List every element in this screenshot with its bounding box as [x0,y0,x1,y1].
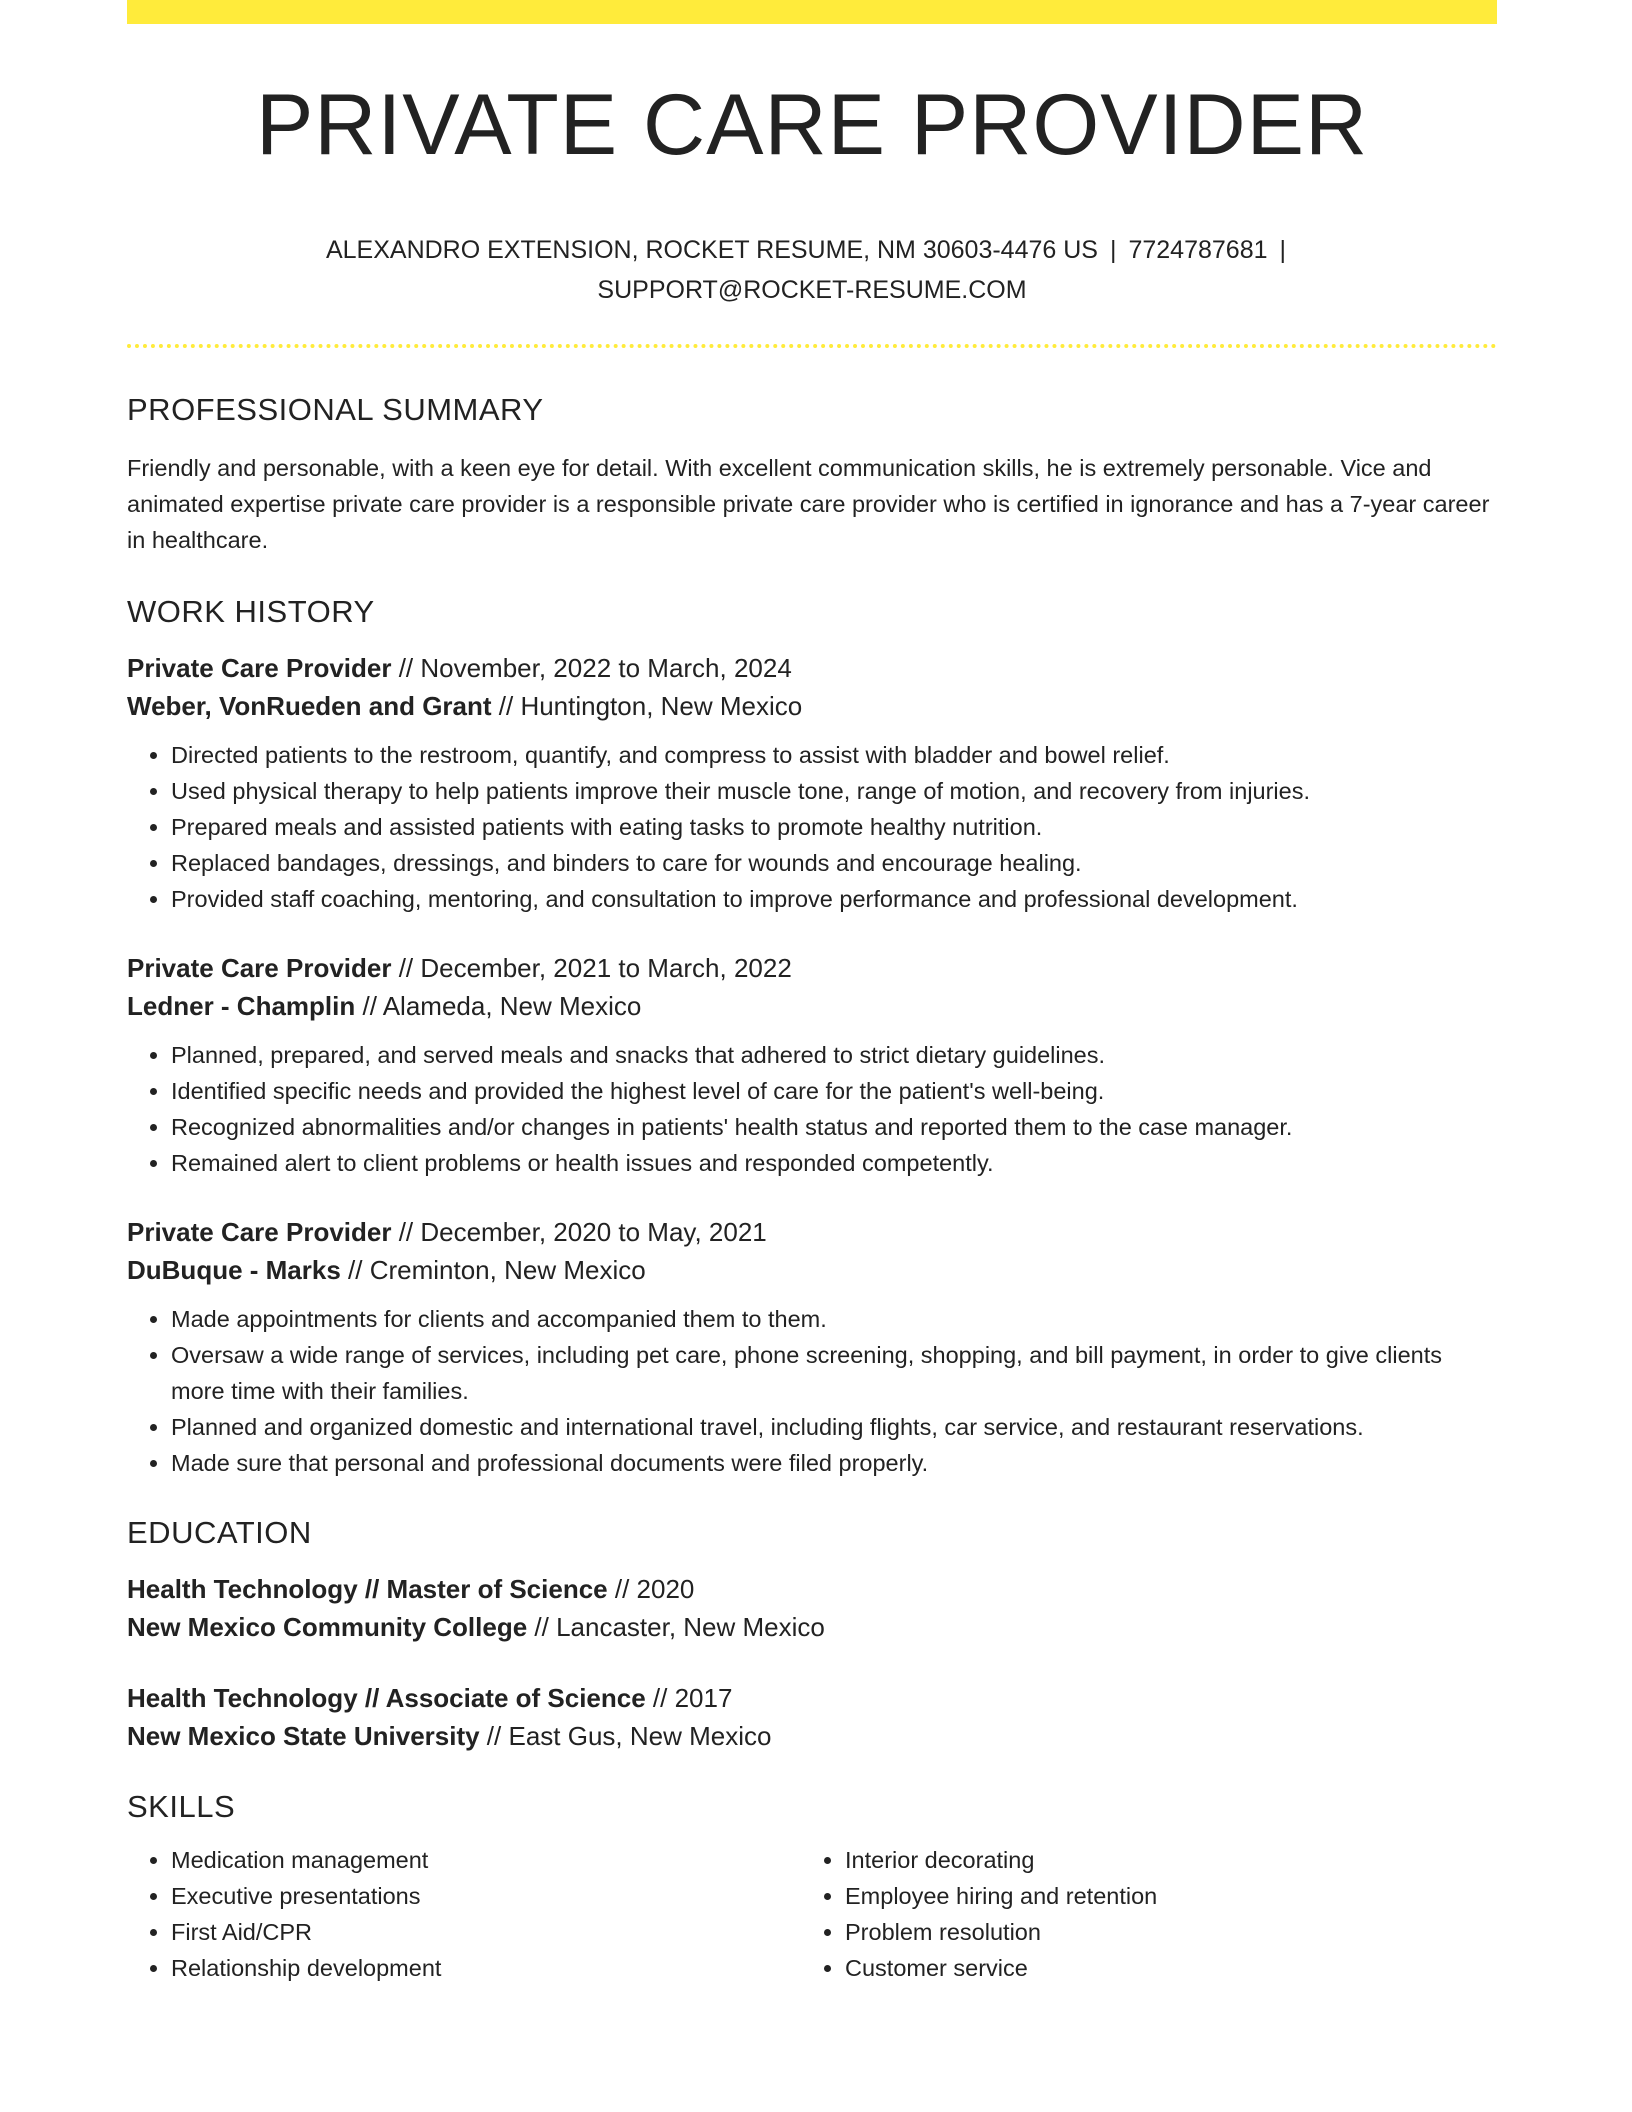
job-dates: // December, 2021 to March, 2022 [391,953,792,983]
job-title-line [127,1213,1497,1251]
dotted-divider [127,344,1497,348]
job-title-line [127,649,1497,687]
school: New Mexico Community College [127,1612,528,1642]
list-item: • Identified specific needs and provided the highest level of care for the patient's well-being. [171,1073,1497,1109]
skill-item: • Executive presentations [171,1878,801,1914]
contact-info [127,230,1497,310]
list-item: • Recognized abnormalities and/or changes in patients' health status and reported them to the case manager. [171,1109,1497,1145]
skills-column-left [127,1842,801,1986]
job-title-line [127,949,1497,987]
job-dates: // December, 2020 to May, 2021 [391,1217,767,1247]
job-entry [127,649,1497,917]
job-location: // Creminton, New Mexico [340,1255,646,1285]
graduation-year: // 2017 [645,1683,733,1713]
separator: | [1109,236,1117,264]
job-bullets [127,1037,1497,1181]
job-role: Private Care Provider [127,953,392,983]
list-item: • Made appointments for clients and accompanied them to them. [171,1301,1497,1337]
section-title-skills: SKILLS [127,1789,236,1824]
job-bullets [127,1301,1497,1481]
skills-column-right [801,1842,1475,1986]
degree-line [127,1570,1497,1608]
school-line [127,1717,1497,1755]
resume-page [127,0,1497,1986]
section-title-summary: PROFESSIONAL SUMMARY [127,392,544,427]
degree: Health Technology // Associate of Science [127,1683,646,1713]
address: ALEXANDRO EXTENSION, ROCKET RESUME, NM 30603-4476 US [325,236,1098,264]
skill-item: • Relationship development [171,1950,801,1986]
contact-line-1 [127,230,1497,270]
list-item: • Planned, prepared, and served meals and snacks that adhered to strict dietary guidelines. [171,1037,1497,1073]
skill-item: • Medication management [171,1842,801,1878]
education-entry [127,1679,1497,1755]
school-line [127,1608,1497,1646]
school: New Mexico State University [127,1721,480,1751]
job-location: // Alameda, New Mexico [355,991,642,1021]
phone: 7724787681 [1128,236,1268,264]
job-role: Private Care Provider [127,1217,392,1247]
job-entry [127,949,1497,1181]
education-entry [127,1570,1497,1646]
skill-item: • Problem resolution [845,1914,1475,1950]
job-dates: // November, 2022 to March, 2024 [391,653,792,683]
contact-line-2 [127,270,1497,310]
job-entry [127,1213,1497,1481]
skill-item: • Interior decorating [845,1842,1475,1878]
graduation-year: // 2020 [607,1574,695,1604]
skills-grid [127,1842,1497,1986]
section-title-work-history: WORK HISTORY [127,594,375,629]
job-company-line [127,987,1497,1025]
list-item: • Prepared meals and assisted patients with eating tasks to promote healthy nutrition. [171,809,1497,845]
skill-item: • Employee hiring and retention [845,1878,1475,1914]
list-item: • Made sure that personal and professional documents were filed properly. [171,1445,1497,1481]
list-item: • Replaced bandages, dressings, and binders to care for wounds and encourage healing. [171,845,1497,881]
resume-name: PRIVATE CARE PROVIDER [255,77,1369,173]
list-item: • Oversaw a wide range of services, including pet care, phone screening, shopping, and bill payment, in order to give clients more time with their families. [171,1337,1497,1409]
list-item: • Used physical therapy to help patients improve their muscle tone, range of motion, and recovery from injuries. [171,773,1497,809]
top-accent-bar [127,0,1497,24]
job-bullets [127,737,1497,917]
section-title-education: EDUCATION [127,1515,312,1550]
skill-item: • First Aid/CPR [171,1914,801,1950]
school-location: // Lancaster, New Mexico [527,1612,825,1642]
email: SUPPORT@ROCKET-RESUME.COM [597,276,1027,304]
job-role: Private Care Provider [127,653,392,683]
list-item: • Provided staff coaching, mentoring, and consultation to improve performance and professional development. [171,881,1497,917]
separator: | [1279,236,1287,264]
summary-text: Friendly and personable, with a keen eye for detail. With excellent communication skills, he is extremely personable. Vice and animated expertise private care provider is a responsible private care provider who is certified in ignorance and has a 7-year career in healthcare. [127,455,1490,553]
job-company-line [127,1251,1497,1289]
list-item: • Directed patients to the restroom, quantify, and compress to assist with bladder and bowel relief. [171,737,1497,773]
degree-line [127,1679,1497,1717]
degree: Health Technology // Master of Science [127,1574,608,1604]
list-item: • Planned and organized domestic and international travel, including flights, car service, and restaurant reservations. [171,1409,1497,1445]
school-location: // East Gus, New Mexico [479,1721,772,1751]
job-company-line [127,687,1497,725]
list-item: • Remained alert to client problems or health issues and responded competently. [171,1145,1497,1181]
job-company: Ledner - Champlin [127,991,356,1021]
job-company: DuBuque - Marks [127,1255,341,1285]
job-company: Weber, VonRueden and Grant [127,691,492,721]
job-location: // Huntington, New Mexico [491,691,803,721]
skill-item: • Customer service [845,1950,1475,1986]
